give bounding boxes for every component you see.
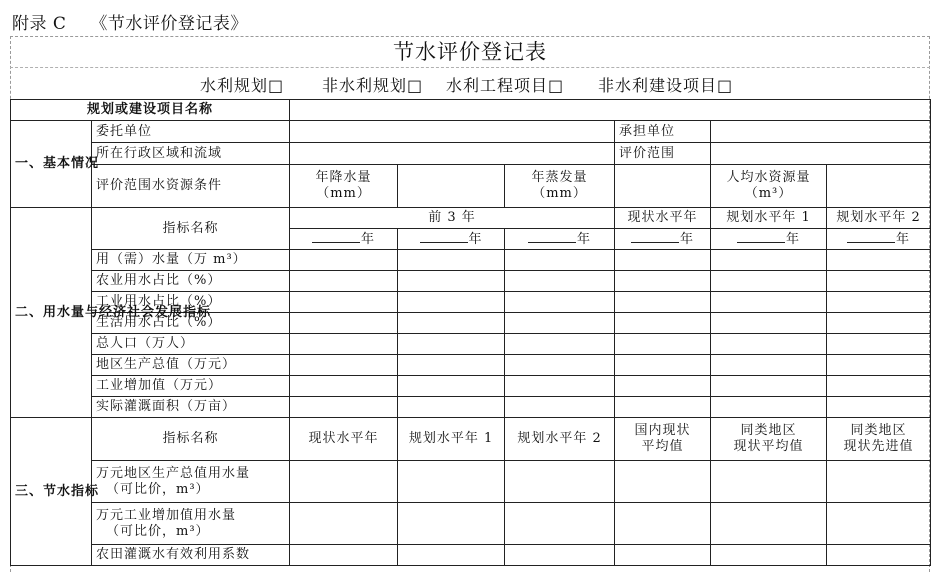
value-cell[interactable]	[398, 250, 505, 271]
year-input[interactable]: 年	[615, 229, 711, 250]
value-cell[interactable]	[827, 313, 931, 334]
value-cell[interactable]	[711, 292, 827, 313]
value-cell[interactable]	[711, 503, 827, 545]
value-cell[interactable]	[615, 461, 711, 503]
region-label: 所在行政区域和流域	[92, 143, 290, 165]
precipitation-field[interactable]	[398, 165, 505, 208]
registration-table	[10, 99, 931, 566]
social-indicator-header: 指标名称	[92, 208, 290, 250]
form-title: 节水评价登记表	[10, 37, 930, 68]
indicator-label: 工业增加值（万元）	[92, 376, 290, 397]
value-cell[interactable]	[827, 461, 931, 503]
value-cell[interactable]	[290, 292, 398, 313]
value-cell[interactable]	[290, 545, 398, 566]
value-cell[interactable]	[290, 271, 398, 292]
indicator-label: 生活用水占比（%）	[92, 313, 290, 334]
value-cell[interactable]	[398, 397, 505, 418]
table-row	[11, 461, 931, 503]
evaporation-field[interactable]	[615, 165, 711, 208]
value-cell[interactable]	[505, 271, 615, 292]
value-cell[interactable]	[398, 313, 505, 334]
year-input[interactable]: 年	[505, 229, 615, 250]
table-row	[11, 503, 931, 545]
value-cell[interactable]	[398, 545, 505, 566]
value-cell[interactable]	[505, 292, 615, 313]
value-cell[interactable]	[711, 397, 827, 418]
project-name-label: 规划或建设项目名称	[11, 100, 290, 121]
section-basic: 一、基本情况	[11, 121, 92, 208]
value-cell[interactable]	[398, 503, 505, 545]
scope-label: 评价范围	[615, 143, 711, 165]
year-input[interactable]: 年	[711, 229, 827, 250]
value-cell[interactable]	[290, 503, 398, 545]
similar-average-header: 同类地区 现状平均值	[711, 418, 827, 461]
value-cell[interactable]	[398, 355, 505, 376]
saving-current-header: 现状水平年	[290, 418, 398, 461]
indicator-label: 农田灌溉水有效利用系数	[92, 545, 290, 566]
scope-field[interactable]	[711, 143, 931, 165]
year-input[interactable]: 年	[398, 229, 505, 250]
value-cell[interactable]	[711, 250, 827, 271]
value-cell[interactable]	[505, 461, 615, 503]
value-cell[interactable]	[398, 376, 505, 397]
value-cell[interactable]	[505, 397, 615, 418]
indicator-label: 万元工业增加值用水量 （可比价，m³）	[92, 503, 290, 545]
value-cell[interactable]	[290, 461, 398, 503]
value-cell[interactable]	[827, 334, 931, 355]
value-cell[interactable]	[505, 545, 615, 566]
appendix-heading	[12, 9, 248, 34]
value-cell[interactable]	[615, 313, 711, 334]
contractor-label: 承担单位	[615, 121, 711, 143]
water-conditions-label: 评价范围水资源条件	[92, 165, 290, 208]
value-cell[interactable]	[398, 461, 505, 503]
value-cell[interactable]	[505, 355, 615, 376]
table-row	[11, 376, 931, 397]
table-row	[11, 313, 931, 334]
value-cell[interactable]	[290, 376, 398, 397]
indicator-label: 农业用水占比（%）	[92, 271, 290, 292]
value-cell[interactable]	[290, 355, 398, 376]
value-cell[interactable]	[615, 355, 711, 376]
project-name-row	[11, 100, 931, 121]
table-row	[11, 355, 931, 376]
per-capita-water-field[interactable]	[827, 165, 931, 208]
client-label: 委托单位	[92, 121, 290, 143]
year-input[interactable]: 年	[290, 229, 398, 250]
indicator-label: 用（需）水量（万 m³）	[92, 250, 290, 271]
region-row	[11, 143, 931, 165]
table-row	[11, 334, 931, 355]
value-cell[interactable]	[827, 250, 931, 271]
value-cell[interactable]	[505, 376, 615, 397]
value-cell[interactable]	[827, 355, 931, 376]
value-cell[interactable]	[711, 271, 827, 292]
value-cell[interactable]	[827, 545, 931, 566]
section-saving: 三、节水指标	[11, 418, 92, 566]
value-cell[interactable]	[615, 376, 711, 397]
value-cell[interactable]	[505, 334, 615, 355]
indicator-label: 地区生产总值（万元）	[92, 355, 290, 376]
section-social: 二、用水量与经济社会发展指标	[11, 208, 92, 418]
water-conditions-row	[11, 165, 931, 208]
saving-indicator-header: 指标名称	[92, 418, 290, 461]
value-cell[interactable]	[505, 503, 615, 545]
value-cell[interactable]	[827, 503, 931, 545]
value-cell[interactable]	[615, 545, 711, 566]
value-cell[interactable]	[711, 334, 827, 355]
value-cell[interactable]	[827, 292, 931, 313]
value-cell[interactable]	[615, 503, 711, 545]
value-cell[interactable]	[827, 271, 931, 292]
option-water-planning[interactable]: 水利规划□	[200, 76, 285, 95]
client-field[interactable]	[290, 121, 615, 143]
value-cell[interactable]	[711, 545, 827, 566]
value-cell[interactable]	[398, 292, 505, 313]
indicator-label: 万元地区生产总值用水量 （可比价，m³）	[92, 461, 290, 503]
value-cell[interactable]	[615, 250, 711, 271]
value-cell[interactable]	[290, 397, 398, 418]
precipitation-label: 年降水量 （mm）	[290, 165, 398, 208]
table-row	[11, 250, 931, 271]
indicator-label: 工业用水占比（%）	[92, 292, 290, 313]
contractor-field[interactable]	[711, 121, 931, 143]
value-cell[interactable]	[290, 334, 398, 355]
value-cell[interactable]	[615, 271, 711, 292]
value-cell[interactable]	[711, 461, 827, 503]
option-water-project[interactable]: 水利工程项目□	[446, 76, 565, 95]
value-cell[interactable]	[711, 376, 827, 397]
value-cell[interactable]	[290, 313, 398, 334]
project-name-field[interactable]	[290, 100, 931, 121]
table-row	[11, 397, 931, 418]
social-header-row	[11, 208, 931, 229]
plan-year-2-header: 规划水平年 2	[827, 208, 931, 229]
prev-3-years-header: 前 3 年	[290, 208, 615, 229]
client-row	[11, 121, 931, 143]
plan-year-1-header: 规划水平年 1	[711, 208, 827, 229]
per-capita-water-label: 人均水资源量 （m³）	[711, 165, 827, 208]
indicator-label: 实际灌溉面积（万亩）	[92, 397, 290, 418]
value-cell[interactable]	[827, 397, 931, 418]
saving-plan1-header: 规划水平年 1	[398, 418, 505, 461]
table-row	[11, 545, 931, 566]
region-field[interactable]	[290, 143, 615, 165]
option-non-water-planning[interactable]: 非水利规划□	[322, 76, 424, 95]
value-cell[interactable]	[711, 355, 827, 376]
evaporation-label: 年蒸发量 （mm）	[505, 165, 615, 208]
option-non-water-project[interactable]: 非水利建设项目□	[598, 76, 734, 95]
current-year-header: 现状水平年	[615, 208, 711, 229]
value-cell[interactable]	[505, 313, 615, 334]
year-input[interactable]: 年	[827, 229, 931, 250]
value-cell[interactable]	[398, 271, 505, 292]
value-cell[interactable]	[615, 292, 711, 313]
saving-plan2-header: 规划水平年 2	[505, 418, 615, 461]
value-cell[interactable]	[398, 334, 505, 355]
indicator-label: 总人口（万人）	[92, 334, 290, 355]
project-type-options	[10, 68, 930, 98]
value-cell[interactable]	[290, 250, 398, 271]
similar-advanced-header: 同类地区 现状先进值	[827, 418, 931, 461]
domestic-average-header: 国内现状 平均值	[615, 418, 711, 461]
value-cell[interactable]	[615, 397, 711, 418]
appendix-label: 附录 C	[12, 14, 67, 34]
saving-header-row	[11, 418, 931, 461]
value-cell[interactable]	[827, 376, 931, 397]
table-row	[11, 292, 931, 313]
value-cell[interactable]	[505, 250, 615, 271]
value-cell[interactable]	[711, 313, 827, 334]
table-row	[11, 271, 931, 292]
appendix-title: 《节水评价登记表》	[90, 14, 248, 34]
value-cell[interactable]	[615, 334, 711, 355]
